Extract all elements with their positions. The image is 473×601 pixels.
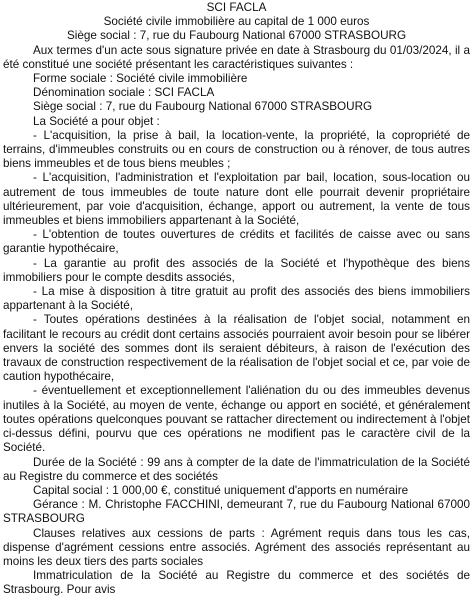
purpose-item: - L'acquisition, l'administration et l'exploitation par bail, location, sous-location ou autrement de tous immeubles de toute nature dont elle pourrait devenir propriétaire ultérieurement, par voie d'acquisition, échange, apport ou autrement, la vente de tous immeubles et biens immobiliers appartenant à la Société, (3, 171, 470, 228)
purpose-item: - Toutes opérations destinées à la réalisation de l'objet social, notamment en facilitant le recours au crédit dont certains associés pourraient avoir besoin pour se libérer envers la société des sommes dont ils seraient débiteurs, à raison de l'exécution des travaux de construction respectivement de la réalisation de l'objet social et ce, par voie de caution hypothécaire, (3, 313, 470, 384)
share-transfer-clauses: Clauses relatives aux cessions de parts : Agrément requis dans tous les cas, dispense d'agrément cessions entre associés. Agrément des associés représentant au moins les deux tiers des parts sociales (3, 526, 470, 568)
purpose-item: - La garantie au profit des associés de la Société et l'hypothèque des biens immobiliers pour le compte desdits associés, (3, 256, 470, 284)
purpose-title: La Société a pour objet : (33, 114, 160, 128)
management-paragraph: Gérance : M. Christophe FACCHINI, demeurant 7, rue du Faubourg National 67000 STRASBOURG (3, 498, 470, 526)
company-seat: Siège social : 7, rue du Faubourg National 67000 STRASBOURG (66, 29, 407, 43)
purpose-item: - L'acquisition, la prise à bail, la location-vente, la propriété, la copropriété de terrains, d'immeubles construits ou en cours de construction ou à rénover, de tous autres biens immeubles et de tous biens meubles ; (3, 128, 470, 171)
registered-office-line: Siège social : 7, rue du Faubourg National 67000 STRASBOURG (33, 100, 373, 114)
legal-form-line: Forme sociale : Société civile immobilière (33, 72, 248, 86)
purpose-item: - éventuellement et exceptionnellement l'aliénation du ou des immeubles devenus inutiles à la Société, au moyen de vente, échange ou apport en société, et généralement toutes opérations quelconques pouvant se rattacher directement ou indirectement à l'objet ci-dessus défini, pourvu que ces opérations ne modifient pas le caractère civil de la Société. (3, 384, 470, 455)
company-form-capital: Société civile immobilière au capital de 1 000 euros (103, 15, 370, 29)
capital-paragraph: Capital social : 1 000,00 €, constitué uniquement d'apports en numéraire (33, 483, 409, 497)
intro-paragraph: Aux termes d'un acte sous signature privée en date à Strasbourg du 01/03/2024, il a été constitué une société présentant les caractéristiques suivantes : (3, 43, 470, 71)
company-name: SCI FACLA (206, 1, 267, 14)
denomination-line: Dénomination sociale : SCI FACLA (33, 86, 215, 100)
duration-paragraph: Durée de la Société : 99 ans à compter de la date de l'immatriculation de la Société au Registre du commerce et des sociétés (3, 455, 470, 483)
purpose-item: - L'obtention de toutes ouvertures de crédits et facilités de caisse avec ou sans garantie hypothécaire, (3, 228, 470, 256)
purpose-item: - La mise à disposition à titre gratuit au profit des associés des biens immobiliers appartenant à la Société, (3, 285, 470, 313)
registration-paragraph: Immatriculation de la Société au Registre du commerce et des sociétés de Strasbourg. Pour avis (3, 569, 470, 597)
